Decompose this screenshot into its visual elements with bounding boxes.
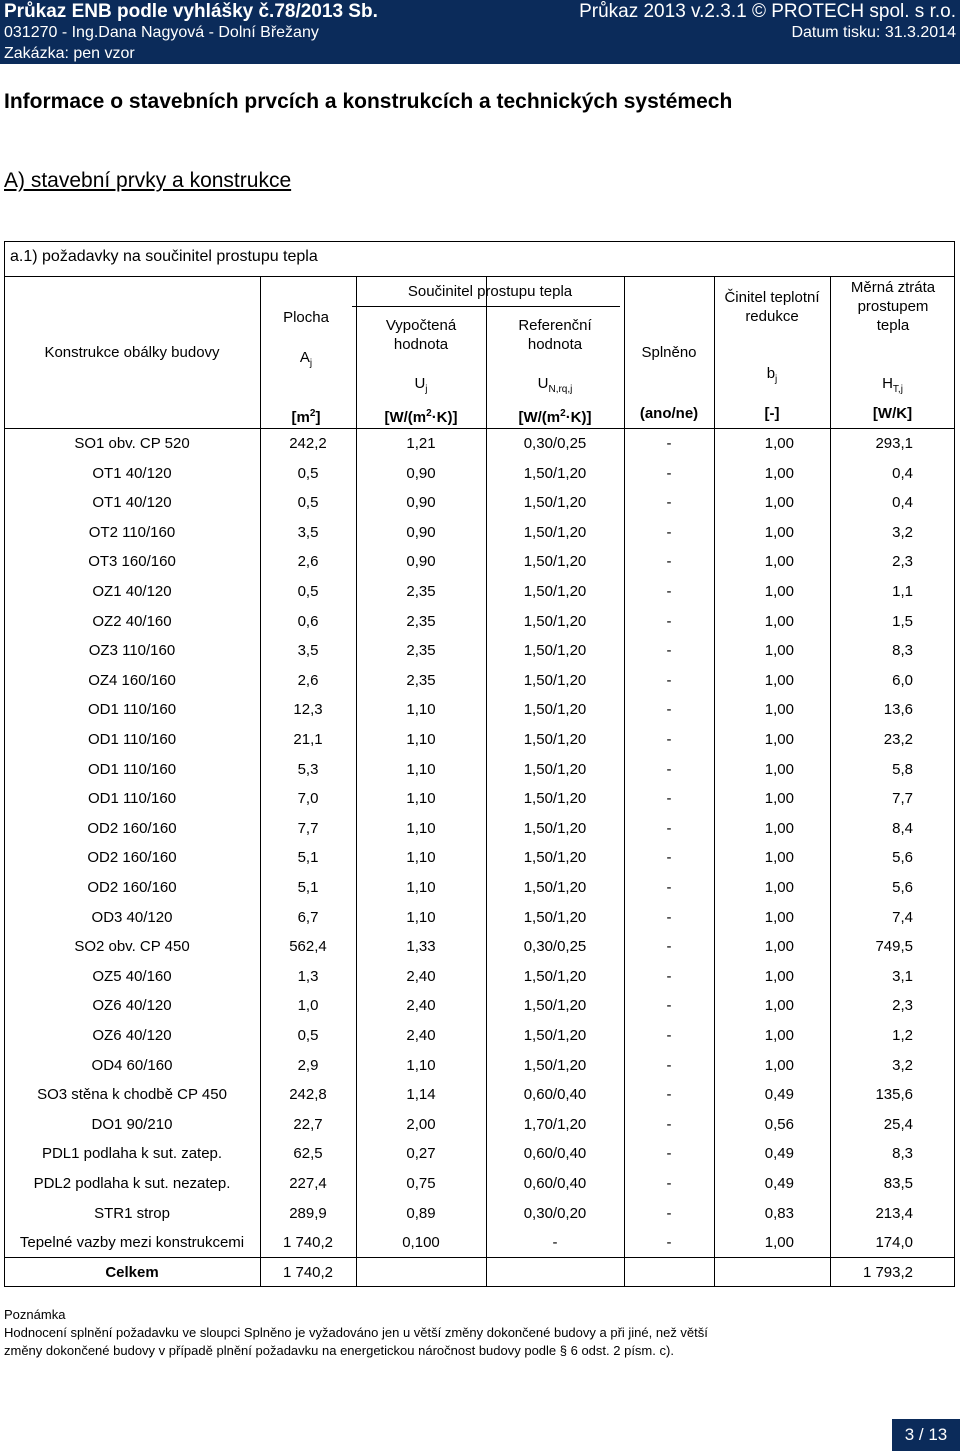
cell-reference: 0,30/0,25 (523, 435, 587, 452)
cell-area: 62,5 (293, 1145, 323, 1163)
cell-calculated: 0,27 (406, 1145, 436, 1163)
cell-area: 6,7 (297, 908, 319, 926)
unit-reference: $[W/(m^2\cdot K)]$ (518, 408, 592, 426)
cell-structure: OD2 160/160 (87, 849, 177, 867)
cell-fulfilled: - (666, 523, 672, 541)
cell-structure: OZ6 40/120 (92, 1027, 172, 1044)
cell-area: 1 740,2 (282, 1234, 334, 1252)
cell-factor: 1,00 (764, 642, 794, 660)
table-row (4, 903, 955, 932)
table-row (4, 518, 955, 547)
cell-reference: 1,50/1,20 (523, 553, 587, 571)
print-date: Datum tisku: 31.3.2014 (791, 24, 956, 41)
cell-loss: 3,1 (892, 967, 913, 985)
software-info: Průkaz 2013 v.2.3.1 © PROTECH spol. s r.o. (579, 1, 956, 22)
cell-loss: 2,3 (892, 997, 913, 1015)
cell-fulfilled: - (666, 435, 672, 452)
cell-structure: SO3 stěna k chodbě CP 450 (37, 1086, 227, 1104)
cell-factor: 1,00 (764, 435, 794, 452)
cell-loss: 1,5 (892, 612, 913, 630)
cell-calculated: 2,35 (406, 583, 436, 600)
cell-factor: 1,00 (764, 701, 794, 719)
cell-calculated: 2,40 (406, 1027, 436, 1044)
cell-loss: 3,2 (892, 1056, 913, 1074)
cell-structure: PDL1 podlaha k sut. zatep. (41, 1145, 223, 1163)
cell-reference: 0,60/0,40 (523, 1175, 587, 1192)
table-row (4, 1139, 955, 1168)
cell-fulfilled: - (666, 464, 672, 482)
cell-structure: STR1 strop (94, 1204, 170, 1222)
cell-loss: 1,2 (892, 1027, 913, 1044)
table-row (4, 459, 955, 488)
cell-reference: 1,50/1,20 (523, 494, 587, 512)
cell-factor: 1,00 (764, 760, 794, 778)
total-area: 1 740,2 (282, 1264, 334, 1281)
cell-calculated: 1,10 (406, 790, 436, 808)
cell-loss: 8,3 (892, 1145, 913, 1163)
table-row (4, 1080, 955, 1109)
cell-factor: 1,00 (764, 938, 794, 956)
cell-loss: 2,3 (892, 553, 913, 571)
unit-loss: [W/K] (872, 405, 913, 422)
cell-fulfilled: - (666, 1175, 672, 1192)
cell-reference: 1,50/1,20 (523, 790, 587, 808)
cell-fulfilled: - (666, 642, 672, 660)
author-info: 031270 - Ing.Dana Nagyová - Dolní Břežany (4, 24, 319, 41)
cell-fulfilled: - (666, 553, 672, 571)
cell-structure: OZ2 40/160 (92, 612, 172, 630)
table-title-divider (4, 276, 955, 277)
cell-loss: 83,5 (883, 1175, 913, 1192)
cell-fulfilled: - (666, 1056, 672, 1074)
cell-area: 2,6 (297, 671, 319, 689)
cell-calculated: 0,89 (406, 1204, 436, 1222)
total-loss: 1 793,2 (862, 1264, 913, 1281)
cell-factor: 1,00 (764, 819, 794, 837)
cell-area: 22,7 (293, 1115, 323, 1133)
unit-area: $[m^2]$ (291, 408, 321, 426)
cell-calculated: 1,10 (406, 731, 436, 748)
cell-factor: 1,00 (764, 464, 794, 482)
cell-structure: OZ1 40/120 (92, 583, 172, 600)
cell-area: 7,7 (297, 819, 319, 837)
cell-structure: DO1 90/210 (91, 1115, 173, 1133)
cell-factor: 1,00 (764, 879, 794, 896)
cell-reference: 1,50/1,20 (523, 967, 587, 985)
column-header-loss: Měrná ztráta prostupem tepla (850, 279, 936, 334)
cell-fulfilled: - (666, 849, 672, 867)
cell-area: 0,5 (297, 464, 319, 482)
cell-reference: 1,50/1,20 (523, 879, 587, 896)
page-header (0, 0, 960, 64)
cell-reference: 1,50/1,20 (523, 523, 587, 541)
cell-loss: 213,4 (875, 1204, 913, 1222)
table-row (4, 1199, 955, 1228)
cell-area: 3,5 (297, 642, 319, 660)
unit-factor: [-] (764, 405, 780, 422)
cell-fulfilled: - (666, 731, 672, 748)
table-row (4, 1228, 955, 1257)
cell-loss: 13,6 (883, 701, 913, 719)
cell-factor: 0,49 (764, 1086, 794, 1104)
cell-factor: 1,00 (764, 671, 794, 689)
cell-area: 5,1 (297, 849, 319, 867)
column-header-reference-symbol: $U_{N,rq,j}$ (537, 375, 573, 395)
cell-factor: 1,00 (764, 523, 794, 541)
cell-area: 2,9 (297, 1056, 319, 1074)
cell-reference: 1,50/1,20 (523, 671, 587, 689)
cell-factor: 1,00 (764, 1056, 794, 1074)
unit-fulfilled: (ano/ne) (639, 405, 699, 422)
cell-factor: 0,49 (764, 1175, 794, 1192)
section-title: Informace o stavebních prvcích a konstrukcích a technických systémech (4, 90, 733, 113)
cell-area: 7,0 (297, 790, 319, 808)
cell-fulfilled: - (666, 790, 672, 808)
cell-structure: OD3 40/120 (91, 908, 173, 926)
table-title: a.1) požadavky na součinitel prostupu tepla (10, 248, 318, 265)
cell-structure: SO1 obv. CP 520 (74, 435, 190, 452)
cell-calculated: 1,10 (406, 701, 436, 719)
cell-factor: 1,00 (764, 1027, 794, 1044)
cell-area: 0,6 (297, 612, 319, 630)
cell-fulfilled: - (666, 1234, 672, 1252)
cell-calculated: 0,90 (406, 494, 436, 512)
cell-fulfilled: - (666, 1027, 672, 1044)
column-group-transmittance: Součinitel prostupu tepla (407, 283, 573, 300)
cell-reference: 1,50/1,20 (523, 819, 587, 837)
table-row (4, 547, 955, 576)
cell-calculated: 2,35 (406, 642, 436, 660)
cell-calculated: 2,00 (406, 1115, 436, 1133)
cell-loss: 23,2 (883, 731, 913, 748)
cell-loss: 5,6 (892, 879, 913, 896)
cell-area: 12,3 (293, 701, 323, 719)
cell-calculated: 2,35 (406, 612, 436, 630)
cell-fulfilled: - (666, 997, 672, 1015)
cell-factor: 1,00 (764, 997, 794, 1015)
table-row (4, 814, 955, 843)
cell-area: 289,9 (289, 1204, 327, 1222)
cell-fulfilled: - (666, 494, 672, 512)
document-title: Průkaz ENB podle vyhlášky č.78/2013 Sb. (4, 1, 378, 22)
cell-structure: OD4 60/160 (91, 1056, 173, 1074)
table-row (4, 577, 955, 606)
cell-factor: 1,00 (764, 790, 794, 808)
cell-fulfilled: - (666, 612, 672, 630)
cell-structure: OD2 160/160 (87, 819, 177, 837)
cell-factor: 1,00 (764, 967, 794, 985)
cell-fulfilled: - (666, 583, 672, 600)
column-header-calculated-symbol: $U_j$ (414, 375, 428, 395)
cell-reference: 1,50/1,20 (523, 464, 587, 482)
cell-fulfilled: - (666, 760, 672, 778)
cell-area: 562,4 (289, 938, 327, 956)
note-line-2: změny dokončené budovy v případě plnění požadavku na energetickou náročnost budovy podle § 6 odst. 2 písm. c). (4, 1343, 674, 1358)
table-row (4, 429, 955, 458)
cell-loss: 1,1 (892, 583, 913, 600)
table-row (4, 695, 955, 724)
column-header-loss-symbol: $H_{T,j}$ (882, 375, 903, 395)
cell-loss: 6,0 (892, 671, 913, 689)
cell-fulfilled: - (666, 967, 672, 985)
cell-factor: 0,83 (764, 1204, 794, 1222)
cell-structure: OD1 110/160 (87, 790, 177, 808)
cell-structure: OT1 40/120 (92, 464, 172, 482)
cell-loss: 7,4 (892, 908, 913, 926)
table-row (4, 488, 955, 517)
cell-fulfilled: - (666, 879, 672, 896)
table-row (4, 1051, 955, 1080)
cell-reference: 0,60/0,40 (523, 1145, 587, 1163)
cell-reference: 1,50/1,20 (523, 849, 587, 867)
cell-reference: 1,50/1,20 (523, 612, 587, 630)
page-number: 3 / 13 (892, 1419, 960, 1451)
table-row (4, 607, 955, 636)
table-total-row (4, 1258, 955, 1287)
cell-reference: 1,50/1,20 (523, 583, 587, 600)
cell-area: 21,1 (293, 731, 323, 748)
table-row (4, 962, 955, 991)
cell-factor: 1,00 (764, 908, 794, 926)
cell-area: 0,5 (297, 494, 319, 512)
cell-fulfilled: - (666, 671, 672, 689)
table-row (4, 1110, 955, 1139)
cell-calculated: 1,21 (406, 435, 436, 452)
column-header-structure: Konstrukce obálky budovy (44, 344, 220, 361)
column-header-reference: Referenční hodnota (518, 317, 592, 353)
cell-factor: 1,00 (764, 612, 794, 630)
cell-structure: OD1 110/160 (87, 701, 177, 719)
table-row (4, 1021, 955, 1050)
cell-reference: 1,50/1,20 (523, 760, 587, 778)
cell-structure: OD1 110/160 (87, 760, 177, 778)
cell-reference: - (552, 1234, 558, 1252)
column-header-area: Plocha (283, 309, 329, 326)
cell-calculated: 1,10 (406, 819, 436, 837)
cell-calculated: 1,33 (406, 938, 436, 956)
cell-loss: 25,4 (883, 1115, 913, 1133)
note-heading: Poznámka (4, 1307, 66, 1322)
cell-factor: 0,49 (764, 1145, 794, 1163)
cell-reference: 1,50/1,20 (523, 908, 587, 926)
cell-factor: 1,00 (764, 1234, 794, 1252)
cell-calculated: 1,10 (406, 879, 436, 896)
cell-factor: 1,00 (764, 849, 794, 867)
cell-calculated: 1,10 (406, 1056, 436, 1074)
cell-loss: 293,1 (875, 435, 913, 452)
cell-calculated: 1,10 (406, 760, 436, 778)
column-header-factor-symbol: $b_j$ (766, 365, 778, 385)
cell-reference: 1,50/1,20 (523, 642, 587, 660)
cell-calculated: 1,10 (406, 849, 436, 867)
cell-factor: 1,00 (764, 583, 794, 600)
cell-reference: 1,50/1,20 (523, 731, 587, 748)
column-header-area-symbol: $A_j$ (299, 349, 313, 369)
table-row (4, 873, 955, 902)
cell-factor: 0,56 (764, 1115, 794, 1133)
cell-calculated: 1,10 (406, 908, 436, 926)
table-row (4, 932, 955, 961)
cell-calculated: 0,90 (406, 523, 436, 541)
cell-reference: 1,50/1,20 (523, 1056, 587, 1074)
cell-calculated: 2,40 (406, 967, 436, 985)
cell-area: 2,6 (297, 553, 319, 571)
cell-loss: 5,8 (892, 760, 913, 778)
cell-reference: 0,60/0,40 (523, 1086, 587, 1104)
cell-area: 227,4 (289, 1175, 327, 1192)
cell-loss: 0,4 (892, 494, 913, 512)
cell-factor: 1,00 (764, 731, 794, 748)
cell-calculated: 1,14 (406, 1086, 436, 1104)
cell-factor: 1,00 (764, 494, 794, 512)
cell-loss: 749,5 (875, 938, 913, 956)
cell-loss: 174,0 (875, 1234, 913, 1252)
cell-reference: 1,50/1,20 (523, 701, 587, 719)
cell-structure: OT3 160/160 (88, 553, 176, 571)
table-row (4, 784, 955, 813)
unit-calculated: $[W/(m^2\cdot K)]$ (384, 408, 458, 426)
cell-structure: SO2 obv. CP 450 (74, 938, 190, 956)
cell-fulfilled: - (666, 1115, 672, 1133)
cell-reference: 1,70/1,20 (523, 1115, 587, 1133)
cell-fulfilled: - (666, 1086, 672, 1104)
cell-calculated: 2,35 (406, 671, 436, 689)
cell-loss: 0,4 (892, 464, 913, 482)
table-row (4, 636, 955, 665)
cell-structure: OD1 110/160 (87, 731, 177, 748)
table-row (4, 843, 955, 872)
column-header-factor: Činitel teplotní redukce (724, 289, 820, 325)
cell-calculated: 0,90 (406, 553, 436, 571)
cell-fulfilled: - (666, 908, 672, 926)
column-header-fulfilled: Splněno (641, 344, 697, 361)
cell-reference: 1,50/1,20 (523, 997, 587, 1015)
cell-loss: 135,6 (875, 1086, 913, 1104)
cell-structure: OZ6 40/120 (92, 997, 172, 1015)
cell-area: 5,1 (297, 879, 319, 896)
cell-area: 1,3 (297, 967, 319, 985)
table-row (4, 1169, 955, 1198)
cell-loss: 8,3 (892, 642, 913, 660)
note-line-1: Hodnocení splnění požadavku ve sloupci Splněno je vyžadováno jen u větší změny dokončené budovy a při jiné, než větší (4, 1325, 708, 1340)
cell-area: 5,3 (297, 760, 319, 778)
cell-area: 242,2 (289, 435, 327, 452)
cell-area: 0,5 (297, 583, 319, 600)
cell-fulfilled: - (666, 1145, 672, 1163)
cell-structure: OZ5 40/160 (92, 967, 172, 985)
cell-loss: 7,7 (892, 790, 913, 808)
cell-fulfilled: - (666, 819, 672, 837)
table-row (4, 991, 955, 1020)
cell-reference: 0,30/0,25 (523, 938, 587, 956)
table-row (4, 725, 955, 754)
cell-structure: PDL2 podlaha k sut. nezatep. (33, 1175, 231, 1192)
cell-structure: Tepelné vazby mezi konstrukcemi (19, 1234, 245, 1252)
cell-area: 3,5 (297, 523, 319, 541)
cell-structure: OT2 110/160 (88, 523, 176, 541)
cell-reference: 0,30/0,20 (523, 1204, 587, 1222)
cell-calculated: 0,100 (402, 1234, 440, 1252)
cell-structure: OD2 160/160 (87, 879, 177, 896)
cell-structure: OZ3 110/160 (88, 642, 176, 660)
table-row (4, 755, 955, 784)
order-info: Zakázka: pen vzor (4, 45, 135, 62)
cell-structure: OZ4 160/160 (88, 671, 176, 689)
total-label: Celkem (105, 1264, 159, 1281)
cell-area: 242,8 (289, 1086, 327, 1104)
cell-calculated: 2,40 (406, 997, 436, 1015)
cell-area: 1,0 (297, 997, 319, 1015)
subsection-title: A) stavební prvky a konstrukce (4, 169, 292, 192)
cell-loss: 5,6 (892, 849, 913, 867)
cell-structure: OT1 40/120 (92, 494, 172, 512)
cell-calculated: 0,90 (406, 464, 436, 482)
cell-reference: 1,50/1,20 (523, 1027, 587, 1044)
cell-calculated: 0,75 (406, 1175, 436, 1192)
cell-factor: 1,00 (764, 553, 794, 571)
cell-loss: 8,4 (892, 819, 913, 837)
cell-fulfilled: - (666, 1204, 672, 1222)
cell-fulfilled: - (666, 938, 672, 956)
cell-fulfilled: - (666, 701, 672, 719)
cell-loss: 3,2 (892, 523, 913, 541)
column-header-calculated: Vypočtená hodnota (385, 317, 457, 353)
table-row (4, 666, 955, 695)
cell-area: 0,5 (297, 1027, 319, 1044)
